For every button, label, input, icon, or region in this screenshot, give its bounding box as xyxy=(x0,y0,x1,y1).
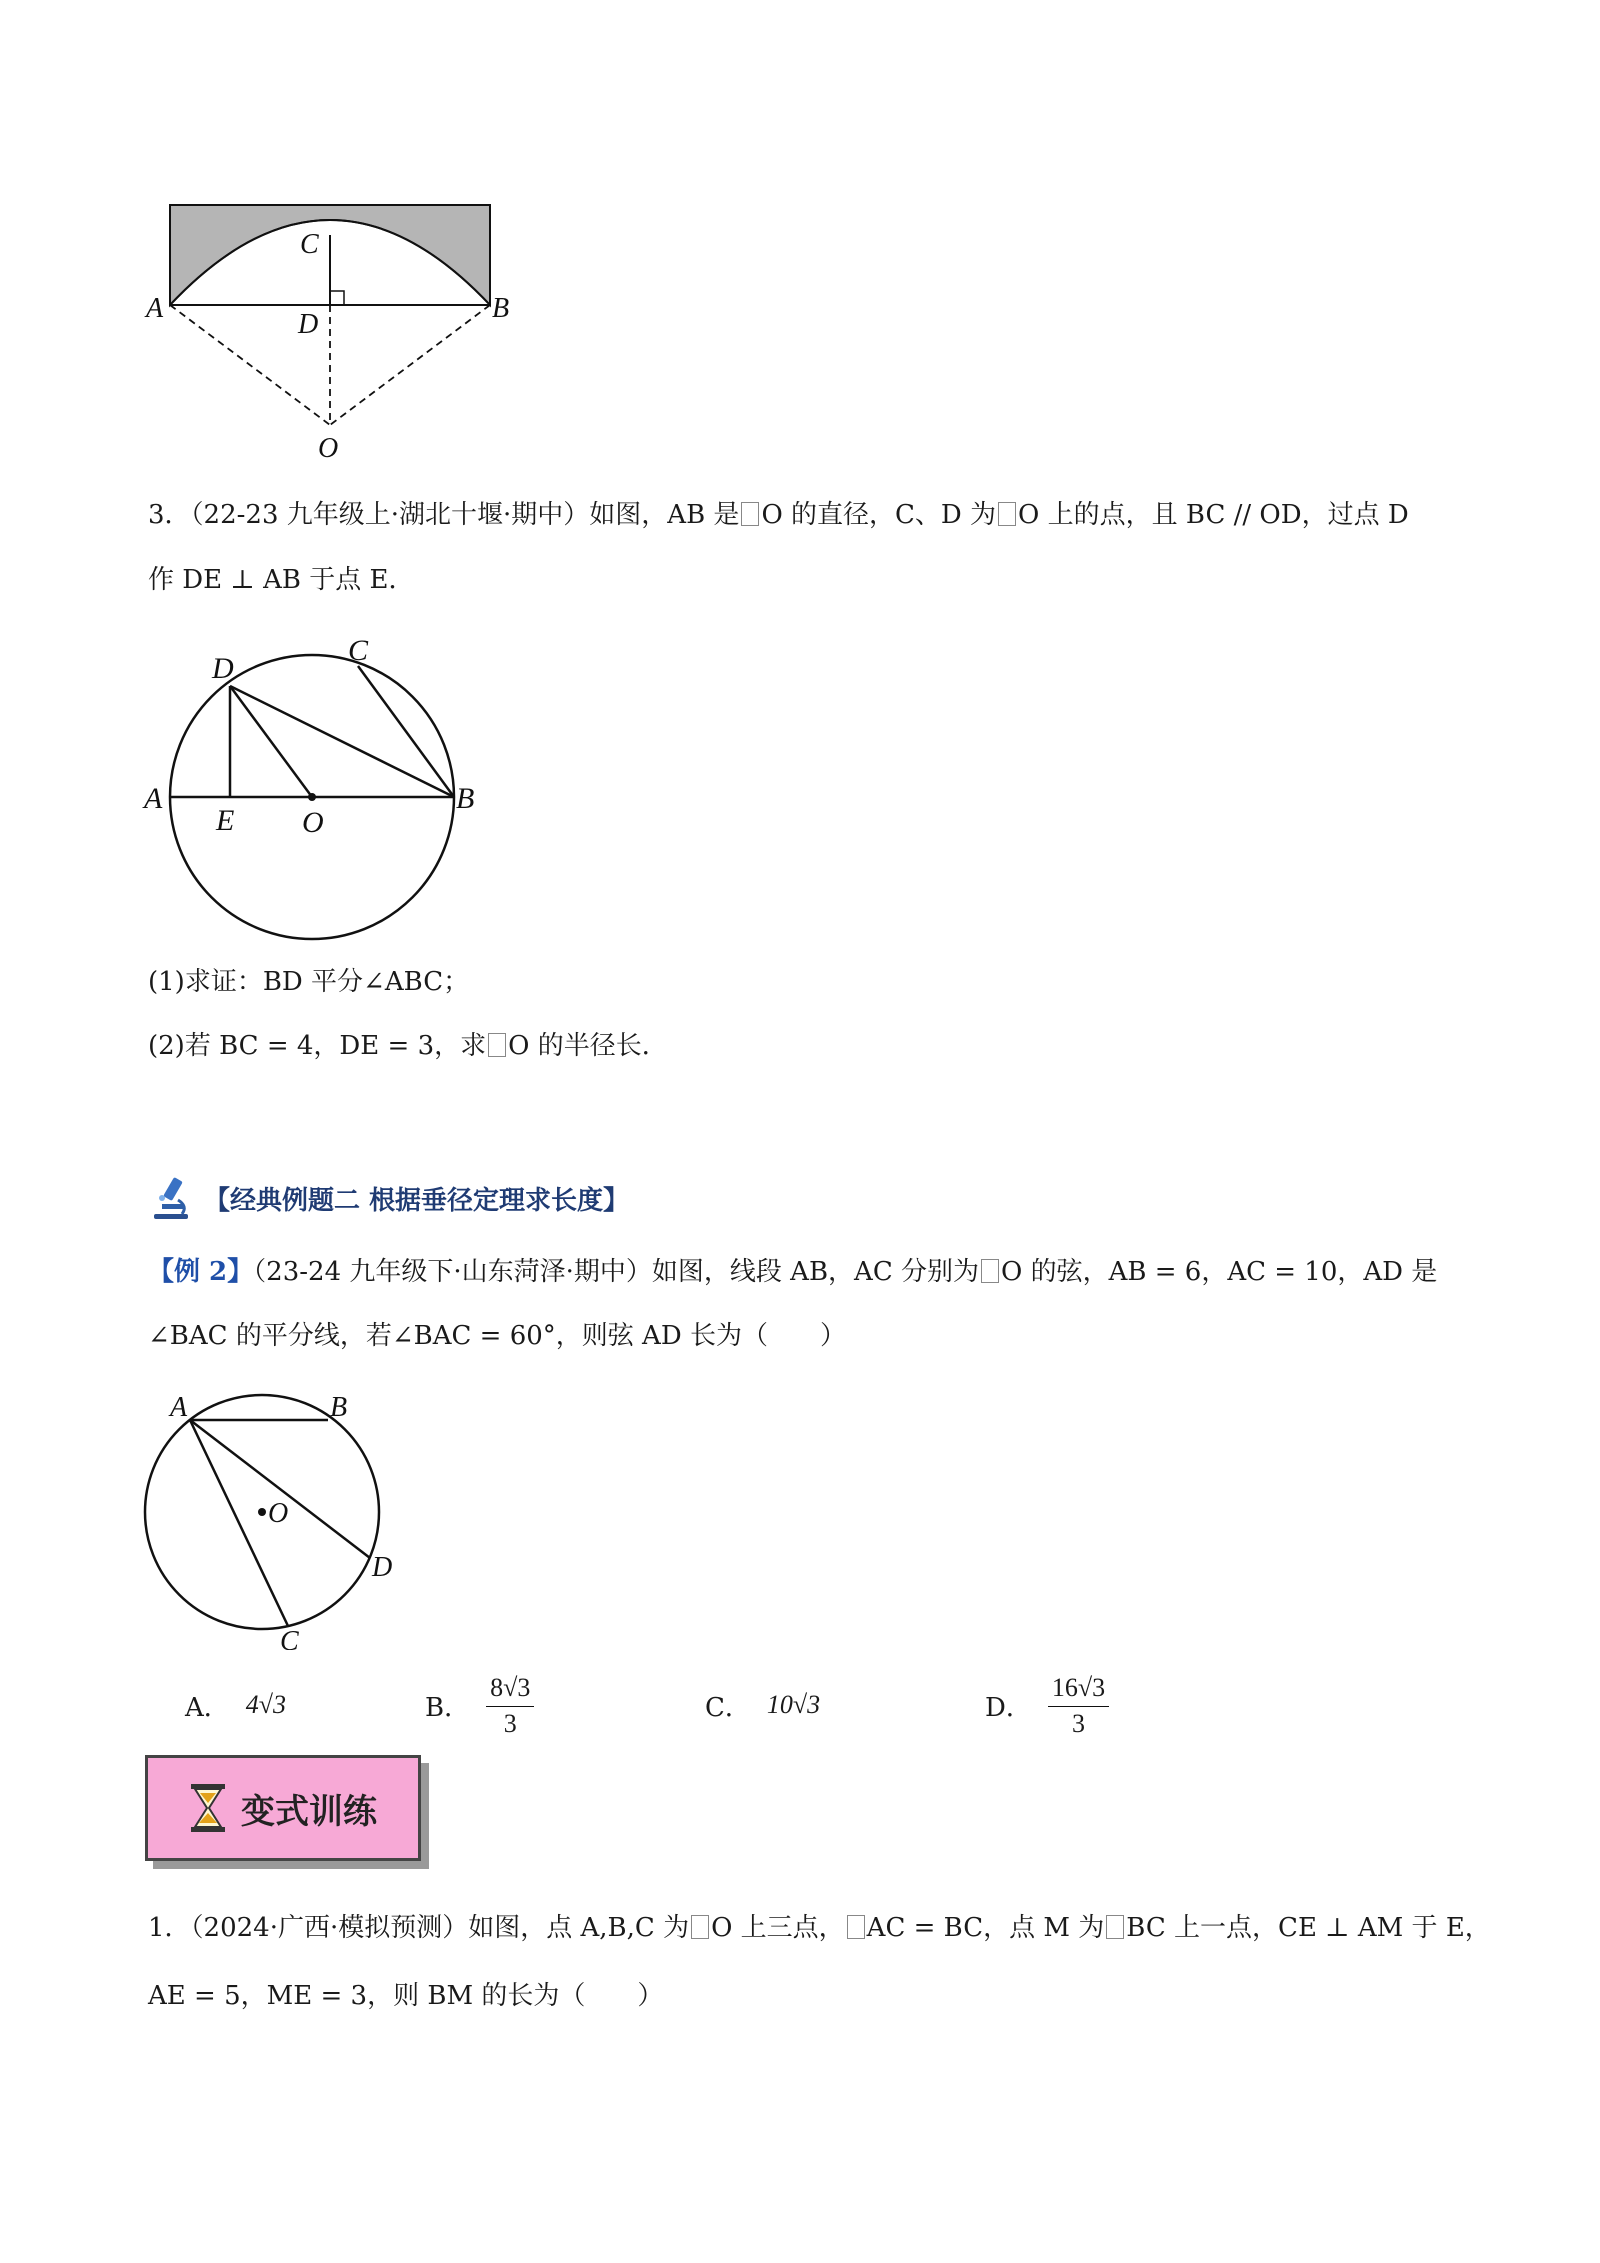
label-O: O xyxy=(318,433,339,464)
fraction: $\frac{16√3}{3}$ xyxy=(1048,1670,1109,1741)
right-angle-mark xyxy=(330,291,344,305)
dashed-OB xyxy=(330,305,490,425)
label-D: D xyxy=(298,309,319,340)
label-C: C xyxy=(348,634,369,667)
circle-symbol-box xyxy=(981,1259,999,1283)
label-O: O xyxy=(302,806,324,839)
problem3-line2: 作 DE ⊥ AB 于点 E． xyxy=(148,565,415,595)
label-A: A xyxy=(170,1392,188,1423)
option-a[interactable]: A． 4√3 xyxy=(185,1690,287,1723)
fraction: $\frac{8√3}{3}$ xyxy=(486,1670,534,1741)
circle-symbol-box xyxy=(488,1033,506,1057)
figure-circle-diameter xyxy=(140,630,500,950)
label-O: O xyxy=(268,1498,289,1529)
example2-line1: 【例 2】（23-24 九年级下·山东菏泽·期中）如图，线段 AB，AC 分别为 O 的弦，AB = 6，AC = 10，AD 是 xyxy=(148,1257,1438,1287)
segment-DB xyxy=(230,686,454,797)
option-b[interactable]: B． $\frac{8√3}{3}$ xyxy=(425,1660,534,1750)
circle-symbol-box xyxy=(998,502,1016,526)
label-B: B xyxy=(456,782,475,815)
microscope-icon xyxy=(148,1174,196,1222)
section-title: 【经典例题二 根据垂径定理求长度】 xyxy=(204,1185,630,1216)
label-D: D xyxy=(212,652,234,685)
example2-line2: ∠BAC 的平分线，若∠BAC = 60°，则弦 AD 长为（ ） xyxy=(148,1321,846,1351)
problem3-line1: 3．（22-23 九年级上·湖北十堰·期中）如图，AB 是 O 的直径，C、D 为 O 上的点，且 BC // OD，过点 D xyxy=(148,500,1409,530)
answer-options xyxy=(180,1660,1180,1750)
hourglass-icon xyxy=(189,1783,227,1833)
figure-circle-chords xyxy=(130,1380,430,1650)
label-A: A xyxy=(146,293,164,324)
label-E: E xyxy=(216,804,235,837)
variant-training-banner xyxy=(145,1755,421,1861)
chord-AD xyxy=(190,1420,370,1558)
arc-symbol-box xyxy=(847,1915,865,1939)
segment-CB xyxy=(358,666,454,797)
figure-arch xyxy=(140,195,540,475)
label-C: C xyxy=(300,229,319,260)
label-D: D xyxy=(372,1552,393,1583)
section-heading xyxy=(148,1168,629,1228)
label-C: C xyxy=(280,1626,299,1650)
variant1-line2: AE = 5，ME = 3，则 BM 的长为（ ） xyxy=(148,1981,664,2011)
label-B: B xyxy=(492,293,510,324)
center-dot xyxy=(258,1508,266,1516)
center-dot xyxy=(308,793,316,801)
circle-symbol-box xyxy=(691,1915,709,1939)
label-A: A xyxy=(144,782,163,815)
circle-symbol-box xyxy=(741,502,759,526)
banner-label: 变式训练 xyxy=(241,1791,377,1832)
problem3-q1: (1)求证：BD 平分∠ABC； xyxy=(148,967,470,997)
option-d[interactable]: D． $\frac{16√3}{3}$ xyxy=(985,1660,1109,1750)
arc-symbol-box xyxy=(1106,1915,1124,1939)
label-B: B xyxy=(330,1392,348,1423)
option-c[interactable]: C． 10√3 xyxy=(705,1690,821,1723)
example-label: 【例 2】 xyxy=(148,1257,254,1287)
problem3-q2: (2)若 BC = 4，DE = 3，求 O 的半径长． xyxy=(148,1031,668,1061)
variant1-line1: 1．（2024·广西·模拟预测）如图，点 A,B,C 为 O 上三点， AC = BC，点 M 为 BC 上一点，CE ⊥ AM 于 E， xyxy=(148,1913,1491,1943)
segment-DO xyxy=(230,686,312,797)
